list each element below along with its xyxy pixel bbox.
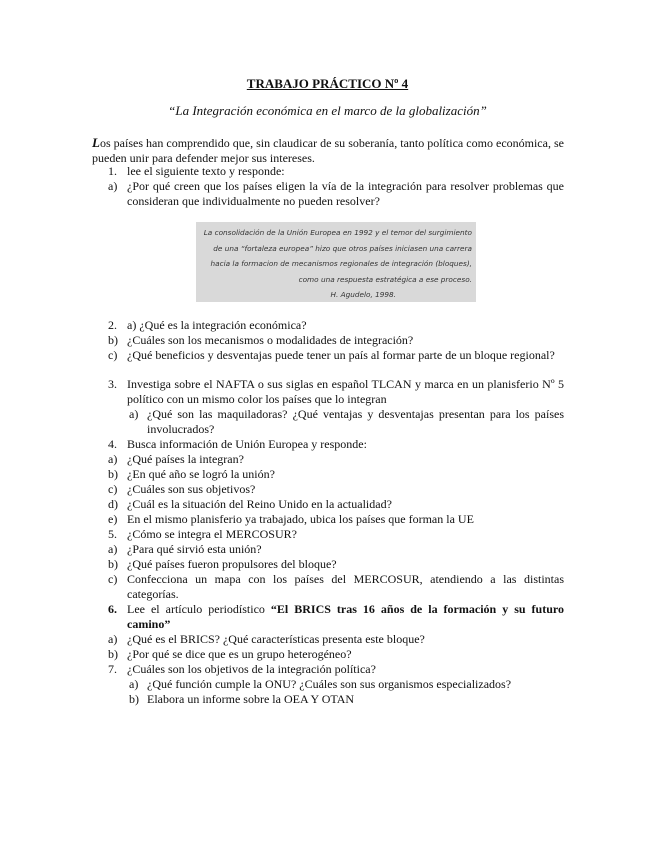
item-text: Investiga sobre el NAFTA o sus siglas en español TLCAN y marca en un planisferio Nº 5 político con un mismo color los países que lo integran [127,377,564,406]
item-text: ¿Cuáles son sus objetivos? [127,482,256,496]
item-number: 1. [108,164,117,178]
item-letter: b) [108,467,118,481]
item-letter: e) [108,512,118,526]
item-text: ¿Qué función cumple la ONU? ¿Cuáles son sus organismos especializados? [147,677,512,691]
item-text: a) ¿Qué es la integración económica? [127,318,307,332]
intro-paragraph [92,135,564,166]
item-letter: d) [108,497,118,511]
page-subtitle: “La Integración económica en el marco de la globalización” [168,103,487,118]
item-text: ¿Cuáles son los mecanismos o modalidades de integración? [127,333,414,347]
item-letter: a) [108,452,118,466]
page-title: TRABAJO PRÁCTICO Nº 4 [246,76,409,91]
item-text: ¿Cuál es la situación del Reino Unido en la actualidad? [127,497,392,511]
item-number: 5. [108,527,117,541]
item-letter: a) [108,542,118,556]
item-text: ¿Por qué creen que los países eligen la vía de la integración para resolver problemas que consideran que individualmente no pueden resolver? [127,179,564,208]
item-letter: c) [108,482,118,496]
item-text: lee el siguiente texto y responde: [127,164,285,178]
item-text: ¿Qué beneficios y desventajas puede tener un país al formar parte de un bloque regional? [127,348,555,362]
item-text: ¿Cuáles son los objetivos de la integración política? [127,662,376,676]
item-letter: b) [129,692,139,706]
item-text: ¿Qué son las maquiladoras? ¿Qué ventajas y desventajas presentan para los países involucrados? [147,407,564,436]
item-text: ¿En qué año se logró la unión? [127,467,275,481]
item-letter: b) [108,333,118,347]
item-letter: b) [108,647,118,661]
item-number: 4. [108,437,117,451]
item-number: 3. [108,377,117,391]
item-letter: a) [129,407,139,421]
item-letter: a) [108,179,118,193]
quote-author: H. Agudelo, 1998. [330,290,396,299]
item-text: ¿Qué es el BRICS? ¿Qué características presenta este bloque? [127,632,425,646]
item-text: ¿Cómo se integra el MERCOSUR? [127,527,297,541]
item-number: 2. [108,318,117,332]
item-text-prefix: Lee el artículo periodístico [127,602,271,616]
item-letter: c) [108,572,118,586]
item-letter: b) [108,557,118,571]
item-text [127,602,564,632]
item-text: ¿Para qué sirvió esta unión? [127,542,262,556]
item-number: 7. [108,662,117,676]
intro-dropcap: L [92,135,100,150]
item-text: Elabora un informe sobre la OEA Y OTAN [147,692,355,706]
item-letter: c) [108,348,118,362]
item-number: 6. [108,602,117,616]
item-letter: a) [108,632,118,646]
quote-text: La consolidación de la Unión Europea en 1992 y el temor del surgimiento de una “fortaleza europea” hizo que otros países iniciasen una carrera hacia la formacion de mecanismos regionales de integración (bloques), como una respuesta estratégica a ese proceso. [203,228,472,284]
item-text: ¿Qué países fueron propulsores del bloque? [127,557,337,571]
item-text: Busca información de Unión Europea y responde: [127,437,367,451]
intro-text: os países han comprendido que, sin claudicar de su soberanía, tanto política como económica, se pueden unir para defender mejor sus intereses. [92,136,564,165]
item-letter: a) [129,677,139,691]
article-title: “El BRICS tras 16 años de la formación y su futuro camino” [127,602,564,631]
quote-image [196,222,476,302]
item-text: ¿Qué países la integran? [127,452,244,466]
item-text: En el mismo planisferio ya trabajado, ubica los países que forman la UE [127,512,474,526]
item-text: ¿Por qué se dice que es un grupo heterogéneo? [127,647,352,661]
item-text: Confecciona un mapa con los países del MERCOSUR, atendiendo a las distintas categorías. [127,572,564,601]
